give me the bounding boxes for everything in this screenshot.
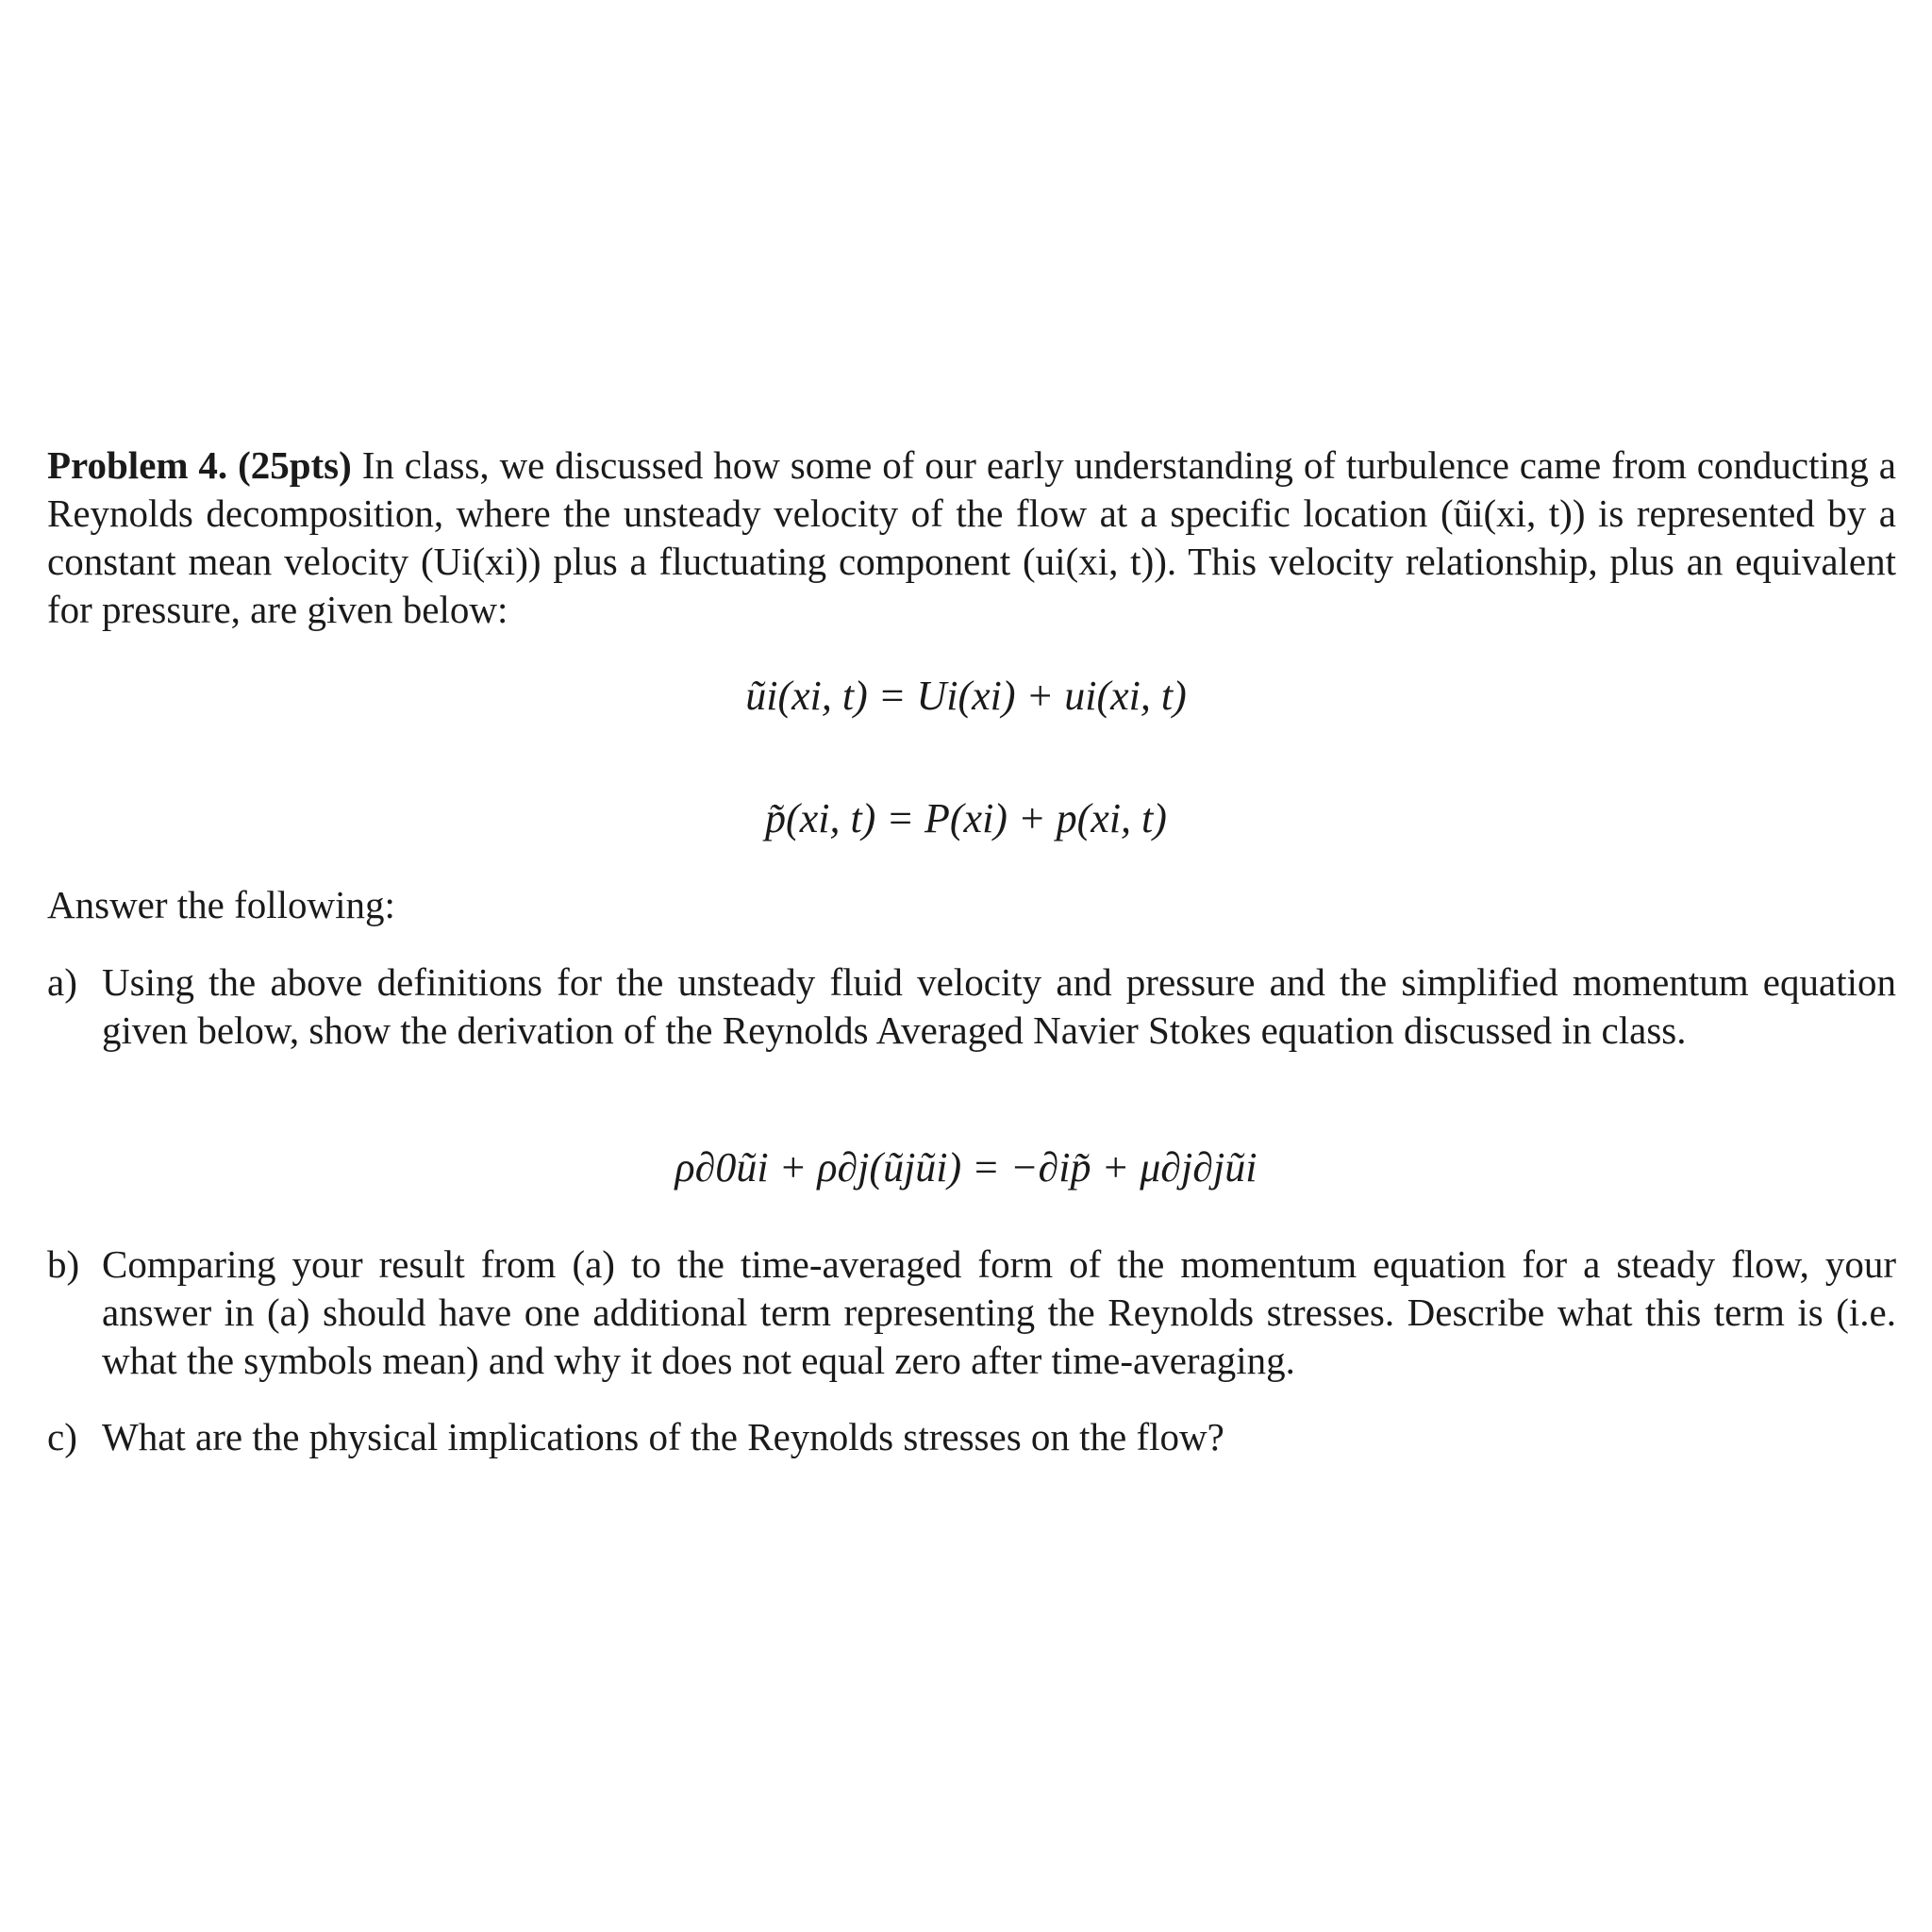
question-a-text: Using the above definitions for the unsteady fluid velocity and pressure and the simplified momentum equation given below, show the derivation of the Reynolds Averaged Navier Stokes equation discussed in class. xyxy=(102,960,1896,1052)
problem-points: (25pts) xyxy=(238,443,352,487)
problem-intro-text: In class, we discussed how some of our early understanding of turbulence came from conducting a Reynolds decomposition, where the unsteady velocity of the flow at a specific location (ũi(xi, t)) is represented by a constant mean velocity (Ui(xi)) plus a fluctuating component (ui(xi, t)). This velocity relationship, plus an equivalent for pressure, are given below: xyxy=(47,443,1896,631)
question-b xyxy=(47,1241,1896,1385)
pressure-equation: p̃(xi, t) = P(xi) + p(xi, t) xyxy=(765,795,1167,841)
question-c-marker: c) xyxy=(47,1415,77,1458)
velocity-equation: ũi(xi, t) = Ui(xi) + ui(xi, t) xyxy=(745,673,1187,719)
answer-prompt: Answer the following: xyxy=(47,883,395,926)
question-a-marker: a) xyxy=(47,960,77,1004)
question-b-text: Comparing your result from (a) to the time-averaged form of the momentum equation for a steady flow, your answer in (a) should have one additional term representing the Reynolds stresses. Describe what this term is (i.e. what the symbols mean) and why it does not equal zero after time-averaging. xyxy=(102,1242,1896,1382)
question-b-marker: b) xyxy=(47,1242,80,1286)
problem-label: Problem 4. xyxy=(47,443,228,487)
question-c xyxy=(47,1413,1896,1461)
problem-intro xyxy=(47,441,1896,634)
question-c-text: What are the physical implications of the Reynolds stresses on the flow? xyxy=(102,1415,1224,1458)
question-a xyxy=(47,958,1896,1055)
momentum-equation: ρ∂0ũi + ρ∂j(ũjũi) = −∂ip̃ + μ∂j∂jũi xyxy=(675,1144,1257,1191)
